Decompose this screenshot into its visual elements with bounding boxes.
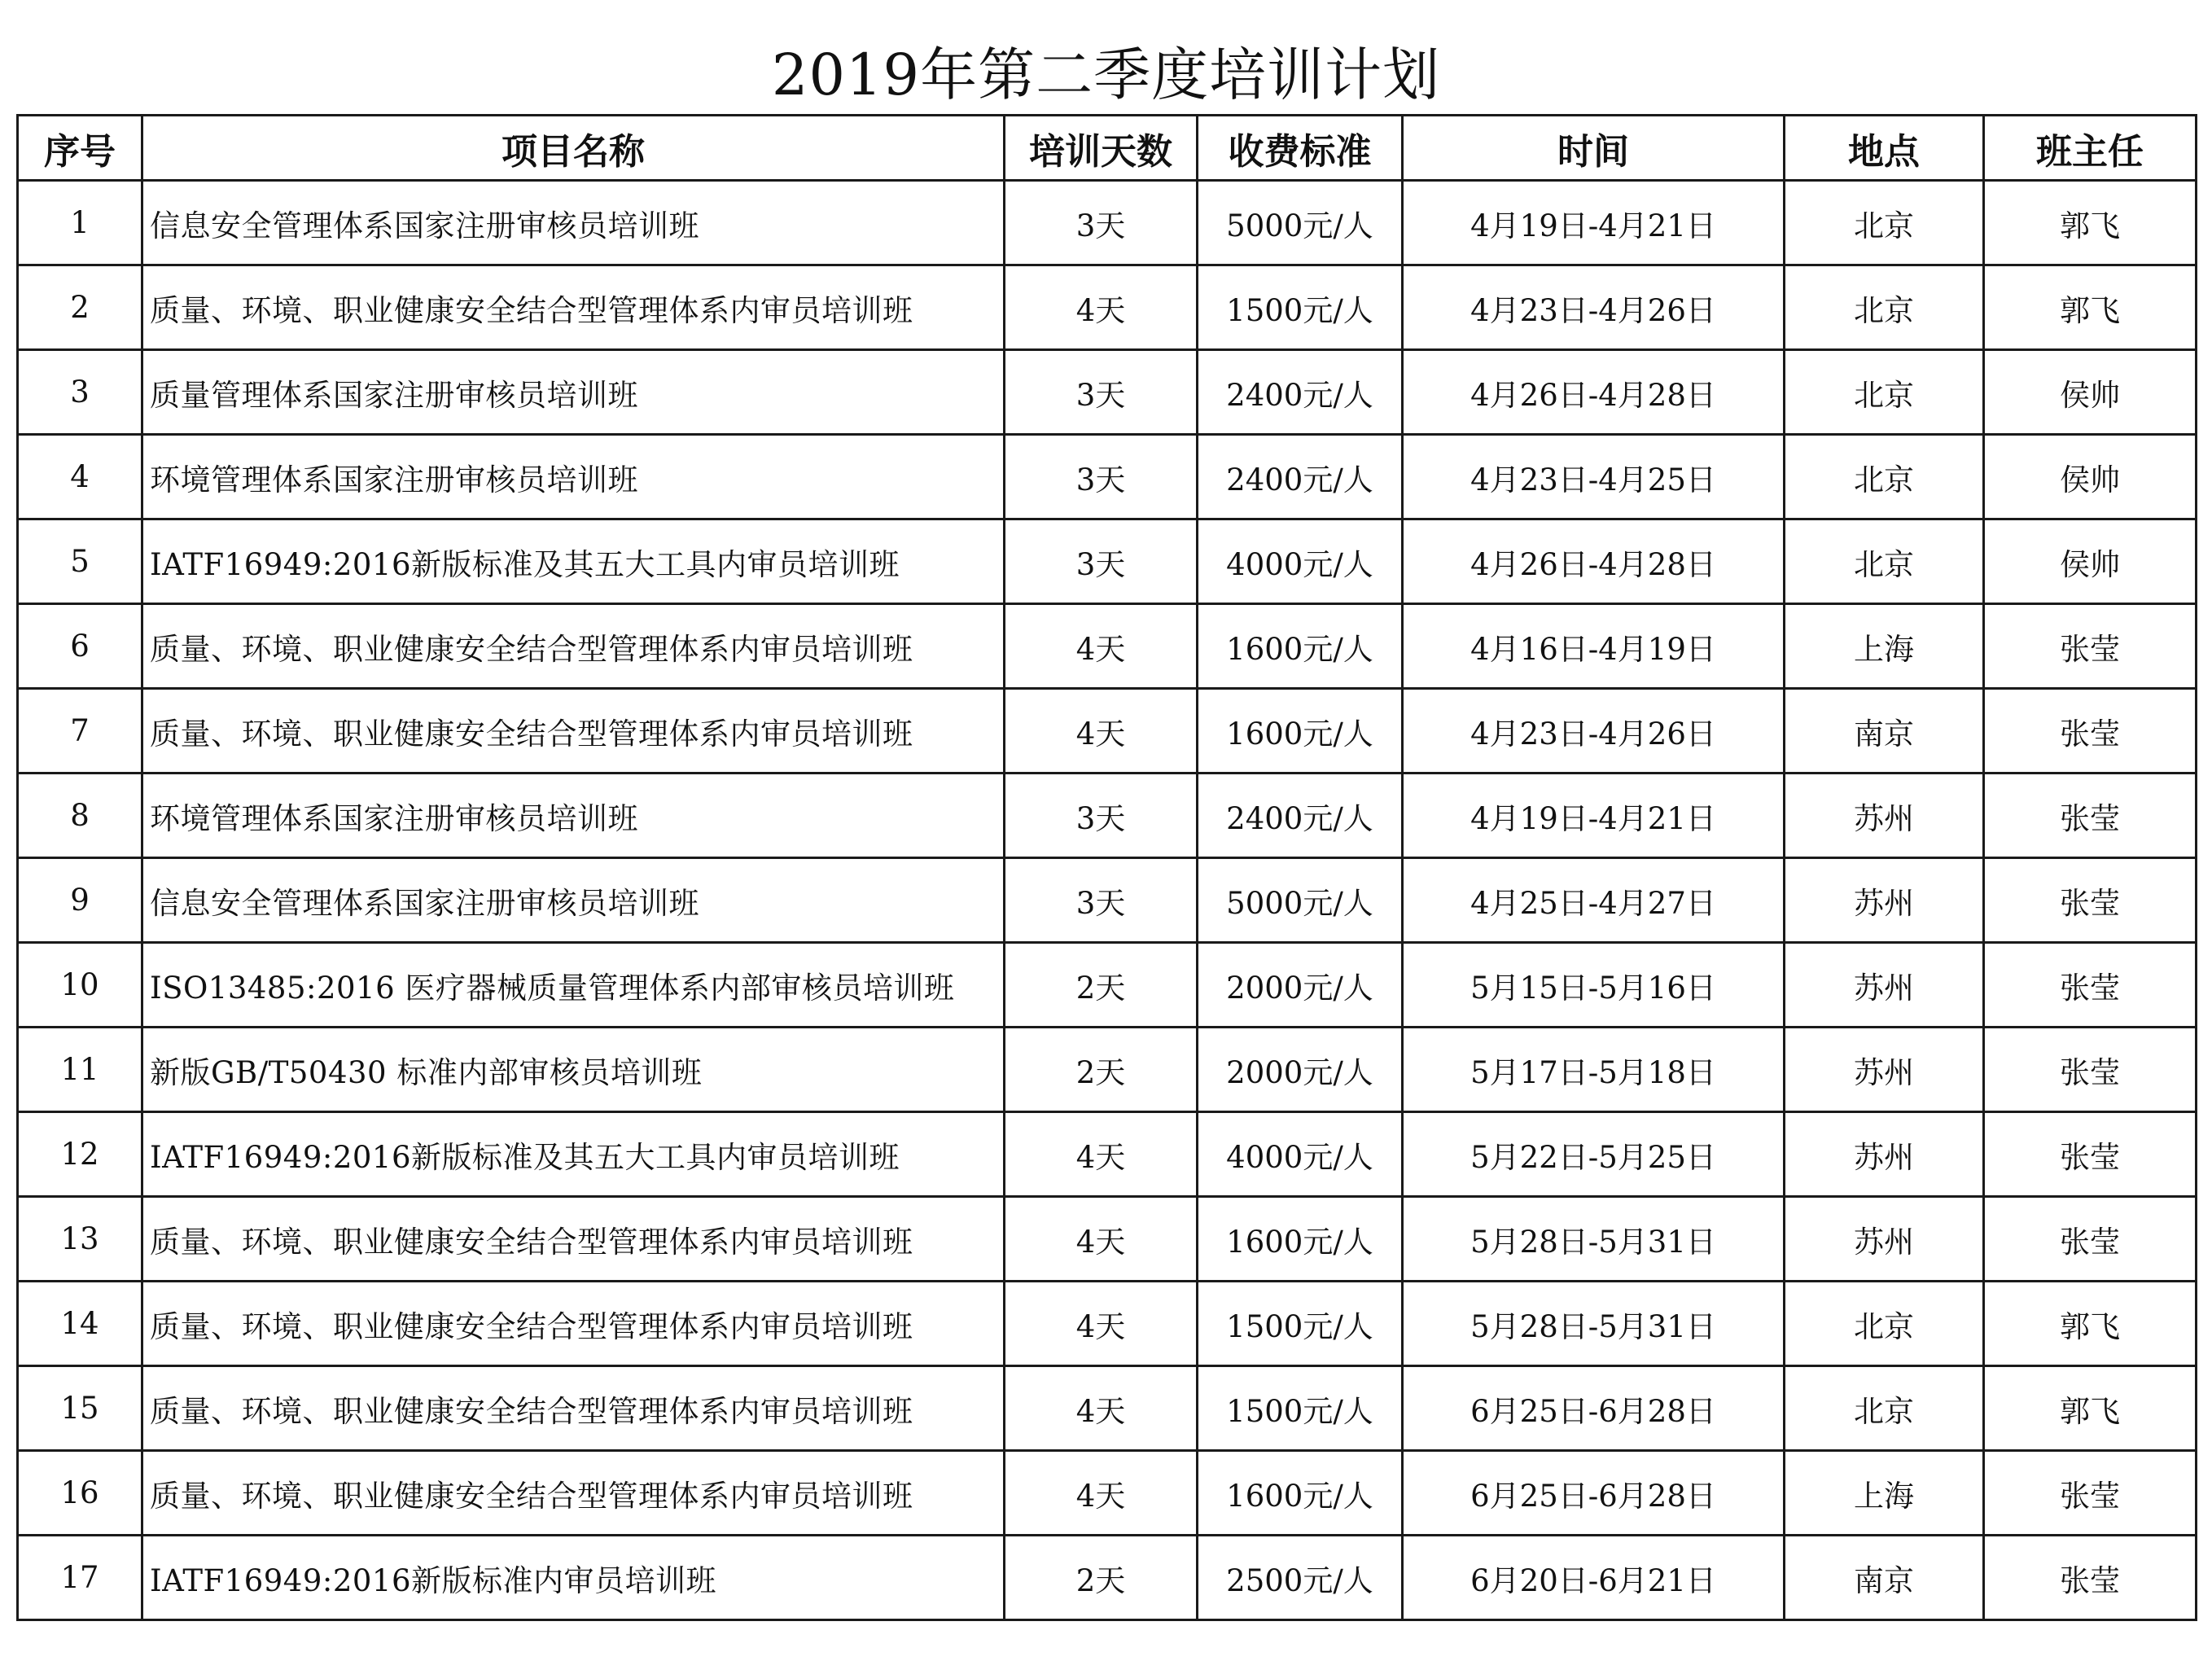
header-days: 培训天数 — [1005, 116, 1198, 181]
header-place: 地点 — [1785, 116, 1984, 181]
cell-name: 新版GB/T50430 标准内部审核员培训班 — [142, 1028, 1005, 1112]
table-row — [18, 1197, 2197, 1282]
cell-name: 质量管理体系国家注册审核员培训班 — [142, 350, 1005, 435]
cell-fee: 2400元/人 — [1198, 435, 1403, 519]
table-row — [18, 1112, 2197, 1197]
table-row — [18, 350, 2197, 435]
cell-place: 苏州 — [1785, 774, 1984, 858]
cell-days: 3天 — [1005, 519, 1198, 604]
cell-time: 4月25日-4月27日 — [1403, 858, 1785, 943]
cell-teacher: 张莹 — [1984, 1028, 2197, 1112]
table-row — [18, 774, 2197, 858]
cell-time: 4月23日-4月26日 — [1403, 689, 1785, 774]
cell-time: 5月28日-5月31日 — [1403, 1282, 1785, 1366]
cell-place: 苏州 — [1785, 1197, 1984, 1282]
cell-no: 8 — [18, 774, 142, 858]
cell-teacher: 张莹 — [1984, 1451, 2197, 1536]
cell-place: 南京 — [1785, 1536, 1984, 1620]
cell-fee: 1600元/人 — [1198, 604, 1403, 689]
cell-place: 北京 — [1785, 435, 1984, 519]
cell-teacher: 张莹 — [1984, 604, 2197, 689]
cell-place: 南京 — [1785, 689, 1984, 774]
cell-fee: 1600元/人 — [1198, 1197, 1403, 1282]
cell-time: 5月15日-5月16日 — [1403, 943, 1785, 1028]
cell-no: 6 — [18, 604, 142, 689]
cell-name: 质量、环境、职业健康安全结合型管理体系内审员培训班 — [142, 1197, 1005, 1282]
cell-days: 2天 — [1005, 1028, 1198, 1112]
cell-no: 17 — [18, 1536, 142, 1620]
cell-no: 16 — [18, 1451, 142, 1536]
cell-time: 4月16日-4月19日 — [1403, 604, 1785, 689]
cell-place: 上海 — [1785, 1451, 1984, 1536]
cell-days: 3天 — [1005, 774, 1198, 858]
cell-time: 5月28日-5月31日 — [1403, 1197, 1785, 1282]
table-header-row — [18, 116, 2197, 181]
cell-fee: 1600元/人 — [1198, 689, 1403, 774]
cell-teacher: 郭飞 — [1984, 1282, 2197, 1366]
cell-days: 2天 — [1005, 943, 1198, 1028]
cell-teacher: 张莹 — [1984, 943, 2197, 1028]
cell-no: 9 — [18, 858, 142, 943]
table-row — [18, 1282, 2197, 1366]
table-row — [18, 1028, 2197, 1112]
table-row — [18, 943, 2197, 1028]
cell-days: 2天 — [1005, 1536, 1198, 1620]
cell-fee: 2400元/人 — [1198, 774, 1403, 858]
table-row — [18, 265, 2197, 350]
cell-no: 7 — [18, 689, 142, 774]
cell-fee: 2500元/人 — [1198, 1536, 1403, 1620]
cell-name: 环境管理体系国家注册审核员培训班 — [142, 435, 1005, 519]
cell-teacher: 郭飞 — [1984, 1366, 2197, 1451]
cell-teacher: 张莹 — [1984, 1112, 2197, 1197]
table-row — [18, 689, 2197, 774]
cell-time: 6月20日-6月21日 — [1403, 1536, 1785, 1620]
cell-days: 4天 — [1005, 604, 1198, 689]
cell-days: 4天 — [1005, 1282, 1198, 1366]
cell-fee: 1600元/人 — [1198, 1451, 1403, 1536]
header-fee: 收费标准 — [1198, 116, 1403, 181]
cell-name: 信息安全管理体系国家注册审核员培训班 — [142, 858, 1005, 943]
cell-fee: 2000元/人 — [1198, 1028, 1403, 1112]
table-row — [18, 858, 2197, 943]
cell-days: 4天 — [1005, 1451, 1198, 1536]
cell-fee: 2400元/人 — [1198, 350, 1403, 435]
cell-place: 北京 — [1785, 1366, 1984, 1451]
cell-time: 4月23日-4月26日 — [1403, 265, 1785, 350]
cell-no: 5 — [18, 519, 142, 604]
cell-place: 苏州 — [1785, 858, 1984, 943]
cell-time: 4月19日-4月21日 — [1403, 181, 1785, 265]
cell-time: 6月25日-6月28日 — [1403, 1451, 1785, 1536]
cell-no: 4 — [18, 435, 142, 519]
cell-days: 3天 — [1005, 858, 1198, 943]
cell-name: 质量、环境、职业健康安全结合型管理体系内审员培训班 — [142, 604, 1005, 689]
table-row — [18, 1451, 2197, 1536]
cell-place: 上海 — [1785, 604, 1984, 689]
cell-no: 14 — [18, 1282, 142, 1366]
cell-teacher: 张莹 — [1984, 1536, 2197, 1620]
cell-days: 4天 — [1005, 1112, 1198, 1197]
cell-days: 4天 — [1005, 1197, 1198, 1282]
cell-name: IATF16949:2016新版标准及其五大工具内审员培训班 — [142, 519, 1005, 604]
cell-no: 15 — [18, 1366, 142, 1451]
cell-time: 5月22日-5月25日 — [1403, 1112, 1785, 1197]
cell-place: 苏州 — [1785, 1112, 1984, 1197]
cell-no: 12 — [18, 1112, 142, 1197]
cell-name: 质量、环境、职业健康安全结合型管理体系内审员培训班 — [142, 265, 1005, 350]
cell-place: 苏州 — [1785, 1028, 1984, 1112]
cell-time: 4月23日-4月25日 — [1403, 435, 1785, 519]
cell-no: 1 — [18, 181, 142, 265]
header-time: 时间 — [1403, 116, 1785, 181]
cell-days: 4天 — [1005, 689, 1198, 774]
header-name: 项目名称 — [142, 116, 1005, 181]
cell-fee: 5000元/人 — [1198, 858, 1403, 943]
cell-fee: 2000元/人 — [1198, 943, 1403, 1028]
cell-days: 3天 — [1005, 435, 1198, 519]
cell-teacher: 侯帅 — [1984, 350, 2197, 435]
table-row — [18, 604, 2197, 689]
cell-time: 6月25日-6月28日 — [1403, 1366, 1785, 1451]
cell-teacher: 张莹 — [1984, 774, 2197, 858]
cell-fee: 4000元/人 — [1198, 519, 1403, 604]
cell-time: 5月17日-5月18日 — [1403, 1028, 1785, 1112]
cell-days: 3天 — [1005, 181, 1198, 265]
table-row — [18, 1366, 2197, 1451]
page-title: 2019年第二季度培训计划 — [771, 42, 1441, 108]
cell-name: 质量、环境、职业健康安全结合型管理体系内审员培训班 — [142, 1366, 1005, 1451]
cell-days: 3天 — [1005, 350, 1198, 435]
cell-place: 北京 — [1785, 181, 1984, 265]
cell-time: 4月26日-4月28日 — [1403, 350, 1785, 435]
table-row — [18, 181, 2197, 265]
cell-teacher: 郭飞 — [1984, 265, 2197, 350]
cell-name: 质量、环境、职业健康安全结合型管理体系内审员培训班 — [142, 689, 1005, 774]
cell-days: 4天 — [1005, 265, 1198, 350]
training-plan-table — [16, 114, 2197, 1621]
cell-place: 北京 — [1785, 350, 1984, 435]
cell-place: 北京 — [1785, 1282, 1984, 1366]
cell-name: 环境管理体系国家注册审核员培训班 — [142, 774, 1005, 858]
cell-name: 质量、环境、职业健康安全结合型管理体系内审员培训班 — [142, 1451, 1005, 1536]
cell-name: 质量、环境、职业健康安全结合型管理体系内审员培训班 — [142, 1282, 1005, 1366]
cell-fee: 1500元/人 — [1198, 1366, 1403, 1451]
cell-time: 4月26日-4月28日 — [1403, 519, 1785, 604]
cell-teacher: 侯帅 — [1984, 519, 2197, 604]
cell-place: 北京 — [1785, 265, 1984, 350]
cell-teacher: 张莹 — [1984, 689, 2197, 774]
table-row — [18, 435, 2197, 519]
cell-name: 信息安全管理体系国家注册审核员培训班 — [142, 181, 1005, 265]
header-no: 序号 — [18, 116, 142, 181]
cell-fee: 1500元/人 — [1198, 1282, 1403, 1366]
cell-days: 4天 — [1005, 1366, 1198, 1451]
cell-no: 10 — [18, 943, 142, 1028]
cell-fee: 4000元/人 — [1198, 1112, 1403, 1197]
cell-fee: 1500元/人 — [1198, 265, 1403, 350]
cell-no: 2 — [18, 265, 142, 350]
cell-name: IATF16949:2016新版标准及其五大工具内审员培训班 — [142, 1112, 1005, 1197]
table-row — [18, 519, 2197, 604]
cell-name: ISO13485:2016 医疗器械质量管理体系内部审核员培训班 — [142, 943, 1005, 1028]
cell-no: 3 — [18, 350, 142, 435]
cell-place: 苏州 — [1785, 943, 1984, 1028]
cell-teacher: 张莹 — [1984, 858, 2197, 943]
cell-no: 13 — [18, 1197, 142, 1282]
cell-name: IATF16949:2016新版标准内审员培训班 — [142, 1536, 1005, 1620]
cell-time: 4月19日-4月21日 — [1403, 774, 1785, 858]
cell-teacher: 张莹 — [1984, 1197, 2197, 1282]
cell-fee: 5000元/人 — [1198, 181, 1403, 265]
cell-teacher: 侯帅 — [1984, 435, 2197, 519]
header-teacher: 班主任 — [1984, 116, 2197, 181]
table-row — [18, 1536, 2197, 1620]
cell-teacher: 郭飞 — [1984, 181, 2197, 265]
cell-place: 北京 — [1785, 519, 1984, 604]
cell-no: 11 — [18, 1028, 142, 1112]
